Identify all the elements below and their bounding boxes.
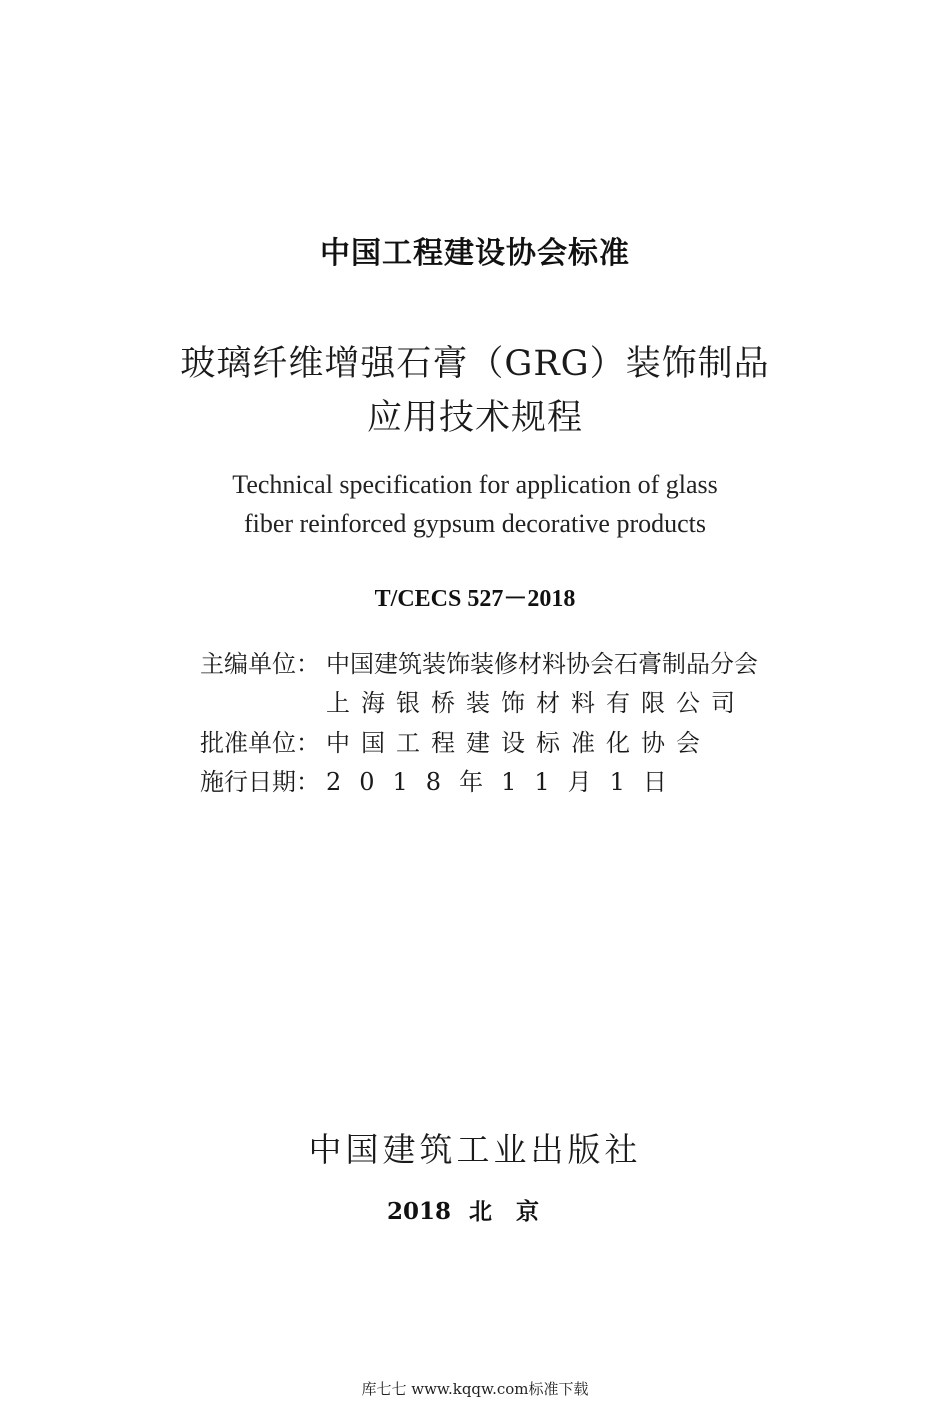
approver-value: 中国工程建设标准化协会	[326, 729, 711, 757]
standard-series-title: 中国工程建设协会标准	[320, 236, 630, 271]
document-title-cn-line1: 玻璃纤维增强石膏（GRG）装饰制品	[180, 344, 770, 384]
editor-row-secondary	[200, 683, 800, 715]
approver-label: 批准单位：	[200, 729, 320, 757]
editor-label: 主编单位：	[200, 650, 320, 678]
publication-year: 2018	[386, 1198, 451, 1225]
footer-watermark: 库七七 www.kqqw.com标准下载	[361, 1380, 589, 1398]
publisher-name: 中国建筑工业出版社	[308, 1130, 642, 1169]
document-title-cn-line2: 应用技术规程	[366, 398, 583, 438]
editor-row	[200, 644, 800, 676]
standard-code: T/CECS 527－2018	[374, 586, 576, 612]
document-title-en-line2: fiber reinforced gypsum decorative products	[243, 509, 707, 538]
approver-row	[200, 723, 800, 755]
effective-date-row	[200, 762, 800, 794]
effective-date-label: 施行日期：	[200, 768, 320, 796]
editor-secondary: 上海银桥装饰材料有限公司	[326, 689, 746, 717]
effective-date-value: 2018年11月1日	[326, 768, 685, 796]
editor-primary: 中国建筑装饰装修材料协会石膏制品分会	[326, 650, 758, 678]
publication-city: 北京	[469, 1198, 563, 1225]
publication-place	[0, 1193, 950, 1226]
document-title-en-line1: Technical specification for application of glass	[232, 470, 718, 499]
